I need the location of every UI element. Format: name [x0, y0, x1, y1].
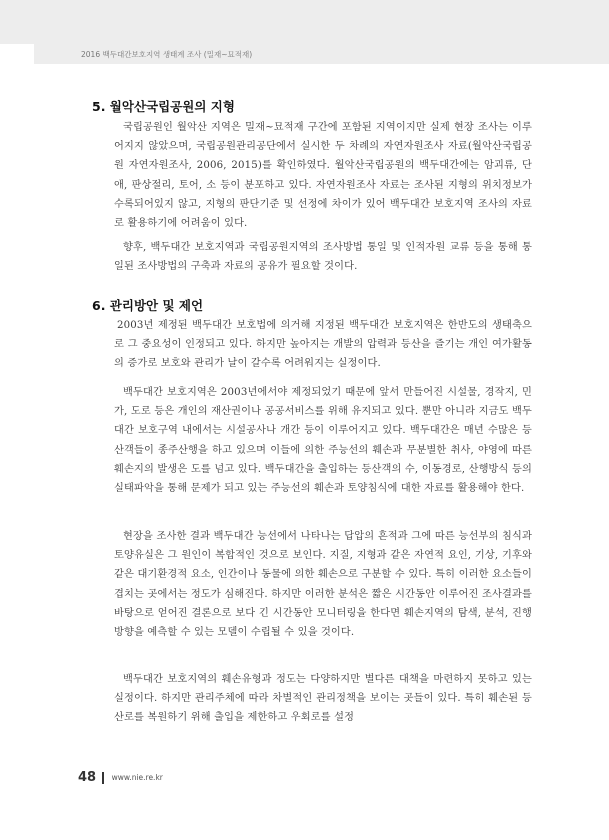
paragraph: 백두대간 보호지역은 2003년에서야 제정되었기 때문에 앞서 만들어진 시설물, 경작지, 민가, 도로 등은 개인의 재산권이나 공공서비스를 위해 유지되고 있다. 뿐만 아니라 지금도 백두대간 보호구역 내에서는 시설공사나 개간 등이 이루어지고 있다. 백두대간은 매년 수많은 등산객들이 종주산행을 하고 있으며 이들에 의한 주능선의 훼손과 무분별한 취사, 야영에 따른 훼손지의 발생은 도를 넘고 있다. 백두대간을 출입하는 등산객의 수, 이동경로, 산행방식 등의 실태파악을 통해 문제가 되고 있는 주능선의 훼손과 토양침식에 대한 자료를 활용해야 한다. — [114, 387, 532, 495]
page-number: 48 — [78, 770, 97, 785]
page-footer — [78, 770, 163, 785]
paragraph: 향후, 백두대간 보호지역과 국립공원지역의 조사방법 통일 및 인적자원 교류 등을 통해 통일된 조사방법의 구축과 자료의 공유가 필요할 것이다. — [114, 242, 532, 273]
footer-divider — [102, 772, 104, 784]
paragraph: 국립공원인 월악산 지역은 밀재~묘적재 구간에 포함된 지역이지만 실제 현장 조사는 이루어지지 않았으며, 국립공원관리공단에서 실시한 두 차례의 자연자원조사 자료(월악산국립공원 자연자원조사, 2006, 2015)를 확인하였다. 월악산국립공원의 백두대간에는 암괴류, 단애, 판상절리, 토어, 소 등이 분포하고 있다. 자연자원조사 자료는 조사된 지형의 위치정보가 수록되어있지 않고, 지형의 판단기준 및 선정에 차이가 있어 백두대간 보호지역 조사의 자료로 활용하기에 어려움이 있다. — [114, 122, 532, 230]
paragraph: 현장을 조사한 결과 백두대간 능선에서 나타나는 답압의 흔적과 그에 따른 능선부의 침식과 토양유실은 그 원인이 복합적인 것으로 보인다. 지질, 지형과 같은 자연적 요인, 기상, 기후와 같은 대기환경적 요소, 인간이나 동물에 의한 훼손으로 구분할 수 있다. 특히 이러한 요소들이 겹치는 곳에서는 정도가 심해진다. 하지만 이러한 분석은 짧은 시간동안 이루어진 조사결과를 바탕으로 얻어진 결론으로 보다 긴 시간동안 모니터링을 한다면 훼손지역의 탐색, 분석, 진행방향을 예측할 수 있는 모델이 수립될 수 있을 것이다. — [114, 531, 532, 639]
header-tab-notch — [0, 44, 34, 64]
running-header — [0, 0, 609, 64]
section-heading-6: 6. 관리방안 및 제언 — [92, 298, 204, 313]
section-heading-5: 5. 월악산국립공원의 지형 — [92, 99, 235, 114]
running-title: 2016 백두대간보호지역 생태계 조사 (밀재~묘적재) — [81, 50, 253, 59]
paragraph: 백두대간 보호지역의 훼손유형과 정도는 다양하지만 별다른 대책을 마련하지 못하고 있는 실정이다. 하지만 관리주체에 따라 차별적인 관리정책을 보이는 곳들이 있다. 특히 훼손된 등산로를 복원하기 위해 출입을 제한하고 우회로를 설정 — [114, 674, 532, 724]
footer-website: www.nie.re.kr — [111, 773, 163, 782]
paragraph: 2003년 제정된 백두대간 보호법에 의거해 지정된 백두대간 보호지역은 한반도의 생태축으로 그 중요성이 인정되고 있다. 하지만 높아지는 개발의 압력과 등산을 즐기는 개인 여가활동의 증가로 보호와 관리가 날이 갈수록 어려워지는 실정이다. — [114, 320, 532, 370]
